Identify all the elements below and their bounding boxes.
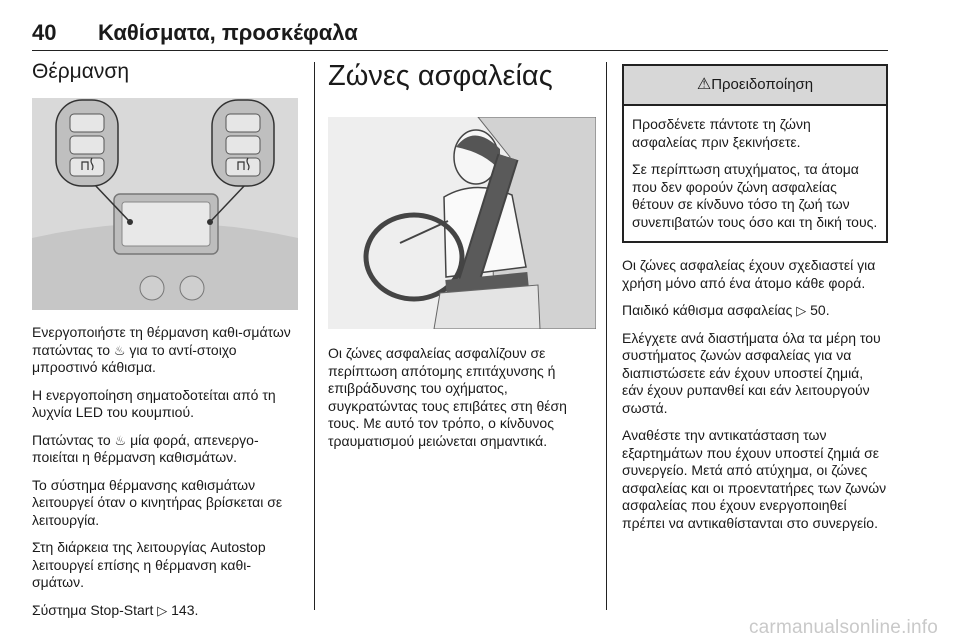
heating-para-4: Το σύστημα θέρμανσης καθισμάτων λειτουργεί όταν ο κινητήρας βρίσκεται σε λειτουργία. — [32, 476, 283, 528]
seat-heating-icon: ♨ — [113, 342, 126, 358]
seat-heating-icon: ♨ — [114, 432, 127, 448]
page-reference-icon: ▷ — [157, 602, 168, 618]
belts-para-4: Αναθέστε την αντικατάσταση των εξαρτημάτων που έχουν υποστεί ζημιά σε συνεργείο. Μετά από ατύχημα, οι ζώνες ασφαλείας και οι προεντατήρες των ζωνών ασφαλείας που έχουν ενεργοποιηθεί πρέπει να αντικαθίστανται στο συνεργείο. — [622, 427, 887, 531]
warning-para-2: Σε περίπτωση ατυχήματος, τα άτομα που δεν φορούν ζώνη ασφαλείας θέτουν σε κίνδυνο τόσο τη ζωή των συνεπιβατών τους όσο και τη δική τους. — [632, 161, 878, 230]
column-seat-belts — [328, 60, 596, 450]
heating-para-3: Πατώντας το ♨ μία φορά, απενεργο-ποιείται η θέρμανση καθισμάτων. — [32, 431, 259, 465]
page-number: 40 — [32, 20, 57, 45]
belts-para-1: Οι ζώνες ασφαλείας έχουν σχεδιαστεί για χρήση μόνο από ένα άτομο κάθε φορά. — [622, 257, 876, 291]
page-header — [32, 14, 888, 50]
belts-para-3: Ελέγχετε ανά διαστήματα όλα τα μέρη του συστήματος ζωνών ασφαλείας για να διαπιστώσετε εάν έχουν υποστεί ζημιά, εάν έχουν ρυπανθεί και εάν λειτουργούν σωστά. — [622, 329, 881, 416]
column-seat-belts-continued — [622, 60, 888, 532]
warning-triangle-icon: ⚠ — [696, 76, 712, 93]
watermark: carmanualsonline.info — [748, 617, 938, 638]
warning-box — [622, 64, 888, 243]
warning-para-1: Προσδένετε πάντοτε τη ζώνη ασφαλείας πριν ξεκινήσετε. — [632, 116, 811, 150]
column-divider — [314, 62, 315, 610]
section-heading-seat-belts: Ζώνες ασφαλείας — [328, 60, 553, 92]
seat-belt-illustration — [328, 117, 596, 329]
header-rule — [32, 50, 888, 51]
warning-header — [624, 66, 886, 106]
section-heading-heating: Θέρμανση — [32, 60, 130, 83]
warning-title: Προειδοποίηση — [711, 76, 814, 93]
running-title: Καθίσματα, προσκέφαλα — [98, 20, 358, 45]
heating-para-5: Στη διάρκεια της λειτουργίας Autostop λειτουργεί επίσης η θέρμανση καθι-σμάτων. — [32, 539, 266, 590]
heating-para-1: Ενεργοποιήστε τη θέρμανση καθι-σμάτων πατώντας το ♨ για το αντί-στοιχο μπροστινό κάθισμα. — [32, 324, 291, 375]
column-seat-heating — [32, 60, 298, 619]
column-divider — [606, 62, 607, 610]
page-reference-icon: ▷ — [796, 303, 807, 318]
seat-belts-para: Οι ζώνες ασφαλείας ασφαλίζουν σε περίπτωση απότομης επιτάχυνσης ή επιβράδυνσης του οχήματος, συγκρατώντας τους επιβάτες στη θέση τους. Με αυτό τον τρόπο, ο κίνδυνος τραυματισμού μειώνεται σημαντικά. — [328, 345, 567, 449]
warning-body — [624, 106, 886, 241]
belts-para-2: Παιδικό κάθισμα ασφαλείας ▷ 50. — [622, 302, 830, 318]
seat-heating-buttons-illustration — [32, 98, 298, 310]
heating-para-2: Η ενεργοποίηση σηματοδοτείται από τη λυχνία LED του κουμπιού. — [32, 386, 276, 420]
heating-para-6: Σύστημα Stop-Start ▷ 143. — [32, 601, 199, 618]
